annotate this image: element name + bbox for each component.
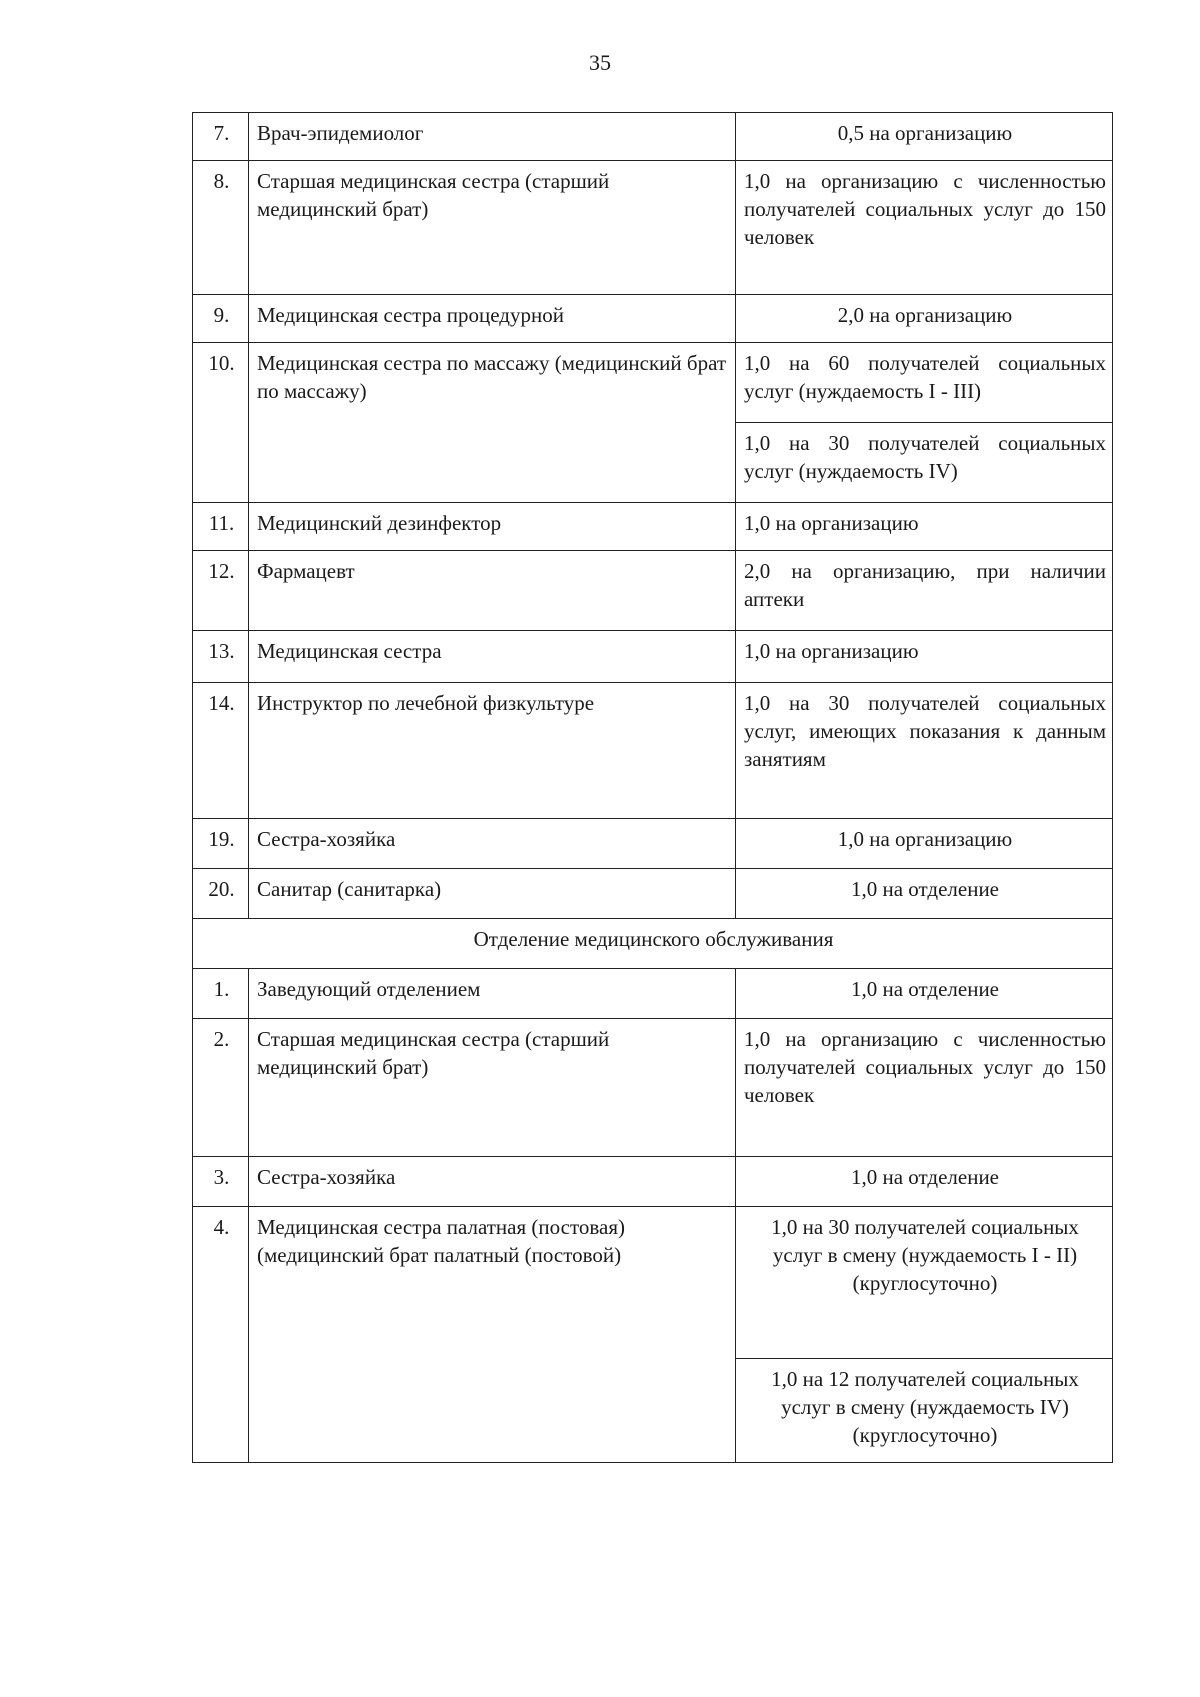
staffing-norm: 1,0 на организацию — [736, 631, 1113, 683]
table-row — [193, 819, 1113, 869]
table-row — [193, 295, 1113, 343]
table-row — [193, 343, 1113, 423]
row-number: 7. — [193, 113, 249, 161]
position-title: Старшая медицинская сестра (старший медицинский брат) — [249, 161, 736, 295]
row-number: 13. — [193, 631, 249, 683]
table-row — [193, 551, 1113, 631]
staffing-norm: 1,0 на 30 получателей социальных услуг в смену (нуждаемость I - II) (круглосуточно) — [736, 1207, 1113, 1359]
row-number: 12. — [193, 551, 249, 631]
table-row — [193, 1019, 1113, 1157]
row-number: 11. — [193, 503, 249, 551]
staffing-norm: 1,0 на 12 получателей социальных услуг в смену (нуждаемость IV) (круглосуточно) — [736, 1359, 1113, 1463]
row-number: 19. — [193, 819, 249, 869]
position-title: Сестра-хозяйка — [249, 819, 736, 869]
row-number: 8. — [193, 161, 249, 295]
row-number: 2. — [193, 1019, 249, 1157]
staffing-norm: 2,0 на организацию, при наличии аптеки — [736, 551, 1113, 631]
table-row — [193, 683, 1113, 819]
staffing-norm: 2,0 на организацию — [736, 295, 1113, 343]
section-table-body — [193, 969, 1113, 1463]
staffing-norm: 1,0 на отделение — [736, 1157, 1113, 1207]
table-row — [193, 113, 1113, 161]
staffing-norm: 1,0 на организацию — [736, 819, 1113, 869]
table-row — [193, 969, 1113, 1019]
table-row — [193, 869, 1113, 919]
staffing-norm: 1,0 на 30 получателей социальных услуг (нуждаемость IV) — [736, 423, 1113, 503]
table-row — [193, 503, 1113, 551]
staffing-norm: 1,0 на организацию с численностью получателей социальных услуг до 150 человек — [736, 1019, 1113, 1157]
section-title: Отделение медицинского обслуживания — [193, 919, 1113, 969]
position-title: Санитар (санитарка) — [249, 869, 736, 919]
staffing-norm: 1,0 на 60 получателей социальных услуг (нуждаемость I - III) — [736, 343, 1113, 423]
table-row — [193, 161, 1113, 295]
row-number: 14. — [193, 683, 249, 819]
row-number: 20. — [193, 869, 249, 919]
row-number: 1. — [193, 969, 249, 1019]
staffing-norm: 1,0 на отделение — [736, 869, 1113, 919]
table-row — [193, 631, 1113, 683]
table-row — [193, 1207, 1113, 1359]
position-title: Инструктор по лечебной физкультуре — [249, 683, 736, 819]
position-title: Медицинская сестра по массажу (медицинский брат по массажу) — [249, 343, 736, 503]
position-title: Медицинская сестра процедурной — [249, 295, 736, 343]
position-title: Заведующий отделением — [249, 969, 736, 1019]
staffing-norm: 1,0 на организацию с численностью получателей социальных услуг до 150 человек — [736, 161, 1113, 295]
staffing-norm: 1,0 на организацию — [736, 503, 1113, 551]
position-title: Медицинская сестра палатная (постовая) (медицинский брат палатный (постовой) — [249, 1207, 736, 1463]
position-title: Врач-эпидемиолог — [249, 113, 736, 161]
row-number: 3. — [193, 1157, 249, 1207]
position-title: Медицинский дезинфектор — [249, 503, 736, 551]
staffing-norm: 1,0 на отделение — [736, 969, 1113, 1019]
row-number: 9. — [193, 295, 249, 343]
position-title: Старшая медицинская сестра (старший медицинский брат) — [249, 1019, 736, 1157]
row-number: 4. — [193, 1207, 249, 1463]
row-number: 10. — [193, 343, 249, 503]
position-title: Фармацевт — [249, 551, 736, 631]
staffing-norm: 0,5 на организацию — [736, 113, 1113, 161]
staffing-table — [192, 112, 1113, 1463]
staffing-table-body — [193, 113, 1113, 919]
section-header-row — [193, 919, 1113, 969]
position-title: Сестра-хозяйка — [249, 1157, 736, 1207]
staffing-norm: 1,0 на 30 получателей социальных услуг, имеющих показания к данным занятиям — [736, 683, 1113, 819]
position-title: Медицинская сестра — [249, 631, 736, 683]
table-row — [193, 1157, 1113, 1207]
page-number: 35 — [589, 50, 611, 75]
